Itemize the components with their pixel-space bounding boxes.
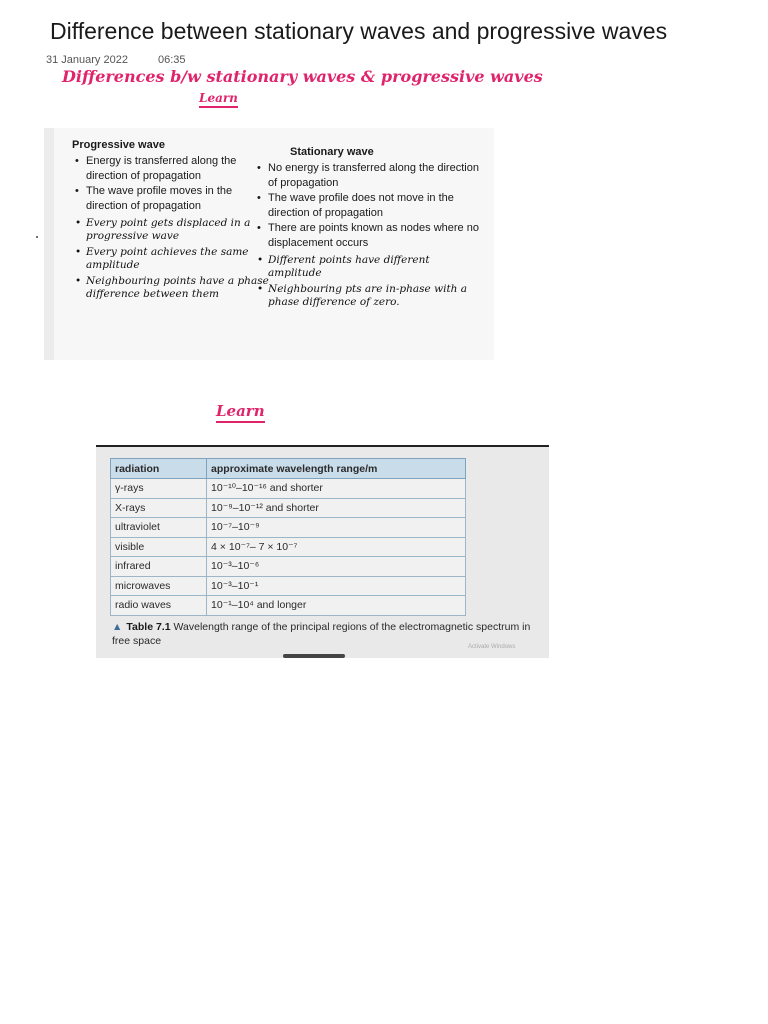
range-cell: 10⁻⁹–10⁻¹² and shorter [207,498,466,518]
range-cell: 10⁻⁷–10⁻⁹ [207,518,466,538]
list-item: • The wave profile moves in the direction of propagation [72,184,272,214]
range-cell: 10⁻³–10⁻¹ [207,576,466,596]
triangle-marker-icon: ▲ [112,621,123,633]
list-item: • No energy is transferred along the direction of propagation [254,161,482,191]
range-cell: 10⁻¹–10⁴ and longer [207,596,466,616]
radiation-cell: ultraviolet [111,518,207,538]
handwritten-heading: Differences b/w stationary waves & progressive waves [62,67,543,86]
table-row [111,518,466,538]
caption-text-continued: free space [112,635,162,647]
handwritten-learn-label: Learn [199,91,238,108]
list-item-handwritten: • Every point achieves the same amplitude [72,246,272,272]
table-row [111,498,466,518]
watermark-text: Activate Windows [468,644,516,650]
stationary-wave-column [254,145,482,309]
column-header: approximate wavelength range/m [207,459,466,479]
progressive-wave-list [72,154,272,301]
table-row [111,479,466,499]
stationary-wave-list [254,161,482,309]
radiation-cell: microwaves [111,576,207,596]
column-header: radiation [111,459,207,479]
table-row [111,596,466,616]
list-item: • Energy is transferred along the direction of propagation [72,154,272,184]
radiation-cell: radio waves [111,596,207,616]
handwritten-learn-label: Learn [216,402,265,423]
wave-comparison-image [44,128,494,360]
table-row [111,576,466,596]
range-cell: 10⁻¹⁰–10⁻¹⁶ and shorter [207,479,466,499]
table-row [111,557,466,577]
list-item-handwritten: • Neighbouring points have a phase difference between them [72,275,272,301]
radiation-cell: γ-rays [111,479,207,499]
stationary-wave-title: Stationary wave [290,146,374,158]
radiation-cell: infrared [111,557,207,577]
progressive-wave-title: Progressive wave [72,139,165,151]
spectrum-table-image [96,447,549,658]
stray-dot [36,236,38,238]
table-row [111,537,466,557]
page-time: 06:35 [158,54,186,66]
page-title: Difference between stationary waves and progressive waves [50,18,668,44]
caption-text: Wavelength range of the principal regions of the electromagnetic spectrum in [173,621,531,633]
list-item-handwritten: • Every point gets displaced in a progressive wave [72,217,272,243]
page-date: 31 January 2022 [46,54,128,66]
list-item-handwritten: • Different points have different amplitude [254,254,482,280]
range-cell: 10⁻³–10⁻⁶ [207,557,466,577]
list-item: • There are points known as nodes where no displacement occurs [254,221,482,251]
caption-label: Table 7.1 [126,621,171,633]
list-item-handwritten: • Neighbouring pts are in-phase with a phase difference of zero. [254,283,482,309]
list-item: • The wave profile does not move in the direction of propagation [254,191,482,221]
progressive-wave-column [72,138,272,301]
image-resize-handle[interactable] [283,654,345,658]
radiation-cell: visible [111,537,207,557]
table-header-row [111,459,466,479]
radiation-cell: X-rays [111,498,207,518]
spectrum-table [110,458,466,616]
range-cell: 4 × 10⁻⁷– 7 × 10⁻⁷ [207,537,466,557]
